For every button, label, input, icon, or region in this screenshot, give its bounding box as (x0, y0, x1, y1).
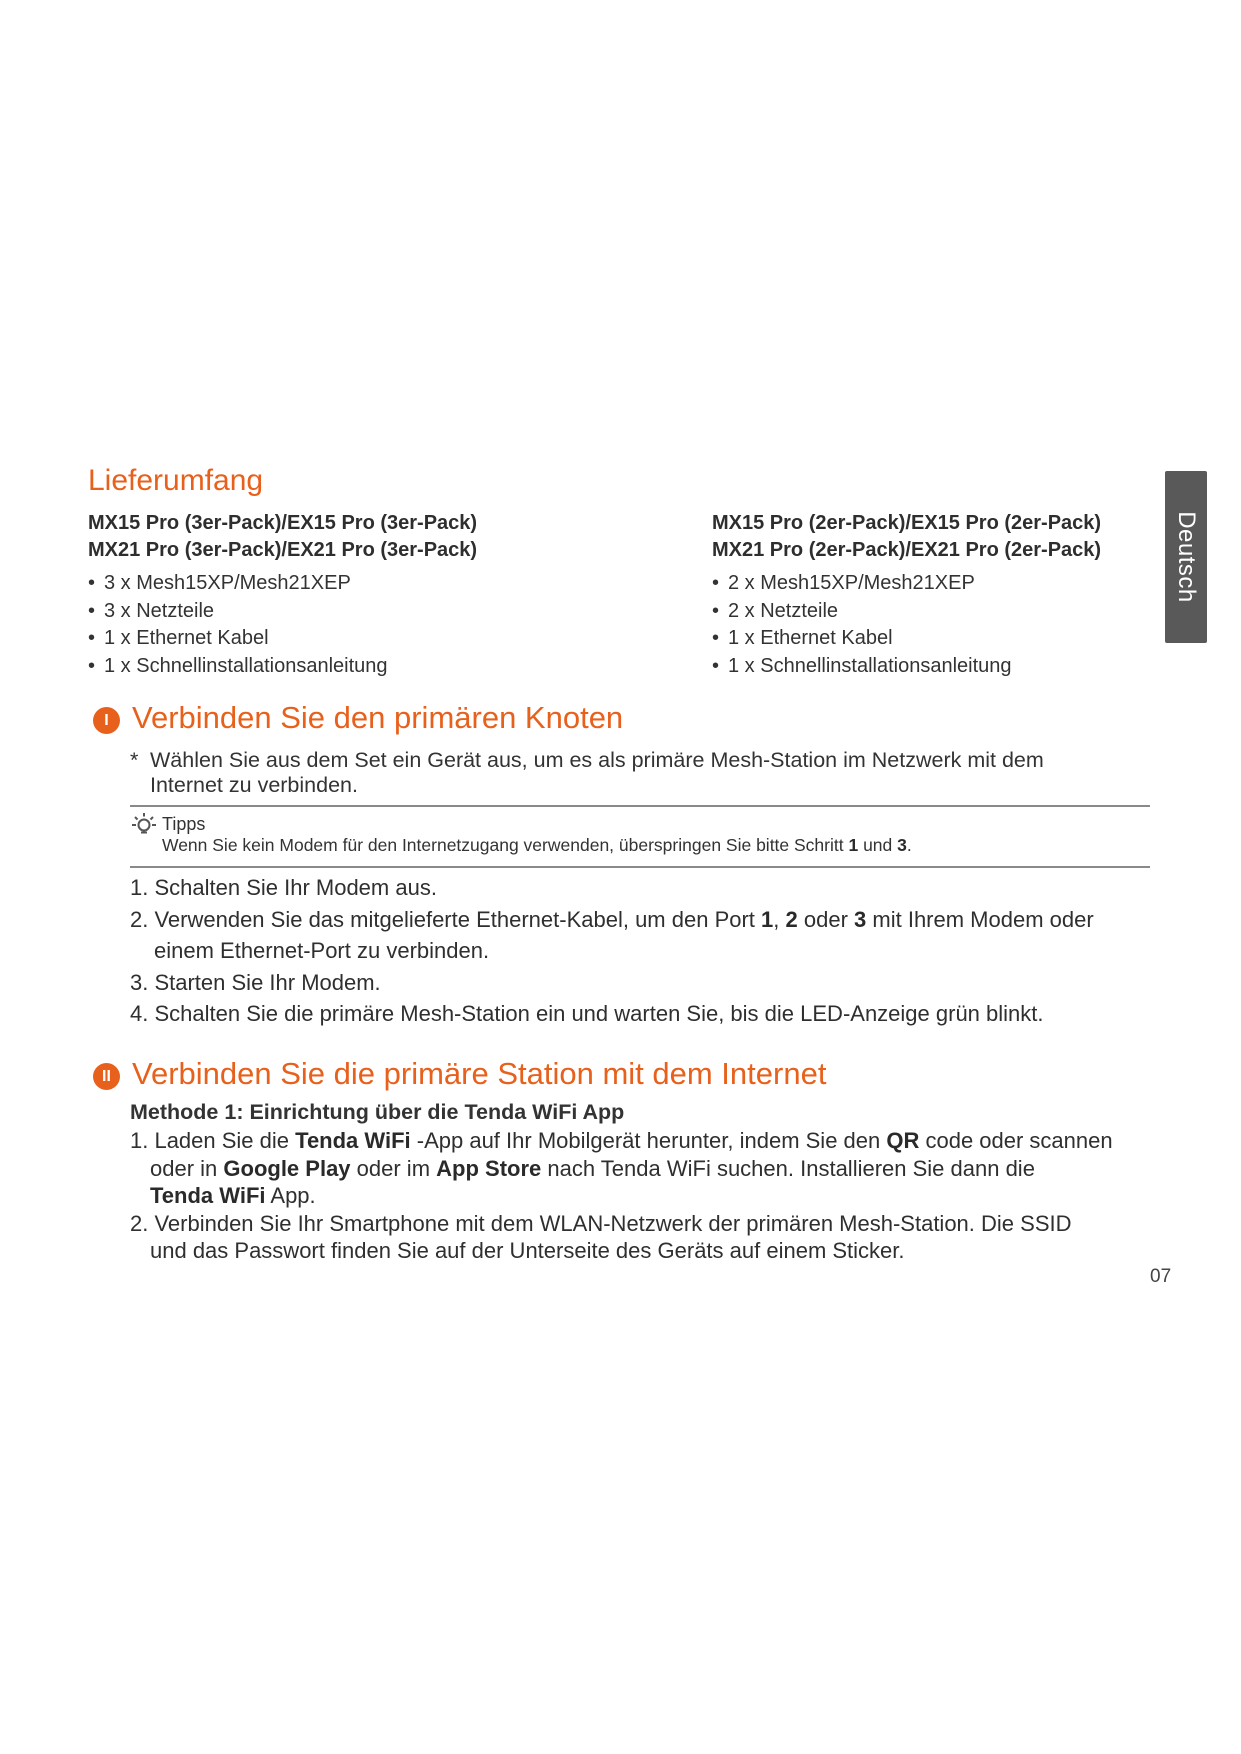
note-asterisk: * (130, 748, 139, 772)
list-item-text: 1 x Ethernet Kabel (104, 627, 269, 649)
scope-right-model: MX15 Pro (2er-Pack)/EX15 Pro (2er-Pack) (712, 512, 1102, 534)
bullet: • (88, 599, 96, 622)
list-item-text: 1 x Schnellinstallationsanleitung (728, 654, 1012, 677)
step-1: 1. Schalten Sie Ihr Modem aus. (130, 875, 437, 900)
lightbulb-icon (130, 811, 158, 839)
bullet: • (712, 627, 720, 649)
scope-left-column (88, 510, 608, 680)
tips-label: Tipps (162, 814, 206, 834)
step-2-continued: einem Ethernet-Port zu verbinden. (154, 938, 490, 963)
method-step-1-continued: oder in Google Play oder im App Store nach Tenda WiFi suchen. Installieren Sie dann die (150, 1155, 1035, 1181)
page-number: 07 (1150, 1266, 1172, 1287)
bullet: • (712, 654, 720, 677)
scope-left-list (88, 570, 608, 680)
language-tab-label: Deutsch (1173, 511, 1200, 603)
section1-steps (130, 872, 1150, 1030)
list-item (88, 598, 608, 626)
list-item-text: 2 x Netzteile (728, 599, 839, 622)
method-step-2-continued: und das Passwort finden Sie auf der Unterseite des Geräts auf einem Sticker. (150, 1238, 905, 1263)
scope-left-model: MX15 Pro (3er-Pack)/EX15 Pro (3er-Pack) (88, 512, 478, 534)
scope-right-model: MX21 Pro (2er-Pack)/EX21 Pro (2er-Pack) (712, 539, 1102, 561)
bullet: • (712, 599, 720, 622)
tips-text: Wenn Sie kein Modem für den Internetzugang verwenden, überspringen Sie bitte Schritt 1 und 3. (162, 835, 912, 855)
list-item (712, 653, 1232, 681)
divider (130, 866, 1150, 868)
method-steps (130, 1127, 1160, 1265)
section1-title: Verbinden Sie den primären Knoten (132, 700, 624, 735)
list-item-text: 3 x Mesh15XP/Mesh21XEP (104, 572, 351, 594)
divider (130, 805, 1150, 807)
bullet: • (88, 627, 96, 649)
step-badge-i: I (93, 707, 120, 734)
step-3: 3. Starten Sie Ihr Modem. (130, 969, 381, 995)
method-step-2: 2. Verbinden Sie Ihr Smartphone mit dem WLAN-Netzwerk der primären Mesh-Station. Die SSID (130, 1210, 1072, 1236)
bullet: • (88, 572, 96, 594)
list-item-text: 1 x Ethernet Kabel (728, 627, 893, 649)
scope-right-column (712, 510, 1232, 680)
step-badge-ii: II (93, 1063, 120, 1090)
method-title: Methode 1: Einrichtung über die Tenda WiFi App (130, 1100, 625, 1124)
list-item-text: 1 x Schnellinstallationsanleitung (104, 654, 388, 677)
list-item (88, 570, 608, 598)
scope-left-model: MX21 Pro (3er-Pack)/EX21 Pro (3er-Pack) (88, 539, 478, 561)
list-item (712, 570, 1232, 598)
section1-note (130, 748, 1150, 798)
method-step-1-continued: Tenda WiFi App. (150, 1183, 316, 1208)
step-4: 4. Schalten Sie die primäre Mesh-Station ein und warten Sie, bis die LED-Anzeige grün blinkt. (130, 1001, 1044, 1026)
note-line: Wählen Sie aus dem Set ein Gerät aus, um es als primäre Mesh-Station im Netzwerk mit dem (150, 748, 1044, 772)
scope-right-list (712, 570, 1232, 680)
method-step-1: 1. Laden Sie die Tenda WiFi -App auf Ihr Mobilgerät herunter, indem Sie den QR code oder scannen (130, 1128, 1113, 1153)
list-item (88, 625, 608, 653)
step-2: 2. Verwenden Sie das mitgelieferte Ethernet-Kabel, um den Port 1, 2 oder 3 mit Ihrem Modem oder (130, 906, 1094, 932)
note-line: Internet zu verbinden. (150, 773, 358, 797)
section2-heading (93, 1056, 826, 1092)
list-item (712, 625, 1232, 653)
list-item-text: 3 x Netzteile (104, 599, 215, 622)
list-item-text: 2 x Mesh15XP/Mesh21XEP (728, 572, 975, 594)
scope-title: Lieferumfang (88, 464, 264, 497)
bullet: • (712, 572, 720, 594)
list-item (88, 653, 608, 681)
bullet: • (88, 654, 96, 677)
section1-heading (93, 700, 623, 736)
section2-title: Verbinden Sie die primäre Station mit dem Internet (132, 1056, 827, 1091)
list-item (712, 598, 1232, 626)
